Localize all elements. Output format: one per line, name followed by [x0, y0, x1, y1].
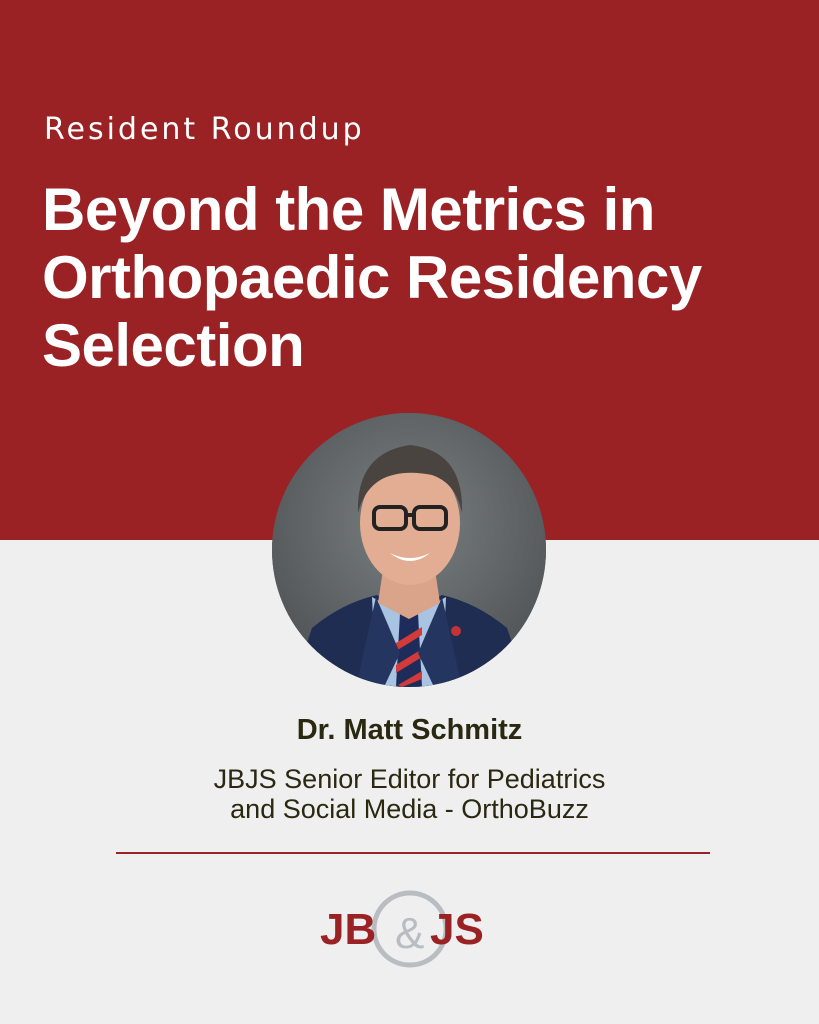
jbjs-logo	[318, 886, 502, 972]
title-line-3: Selection	[42, 312, 305, 379]
author-name: Dr. Matt Schmitz	[296, 714, 523, 746]
logo-left-text: JB	[320, 905, 377, 954]
author-role-line-1: JBJS Senior Editor for Pediatrics	[213, 764, 606, 794]
jbjs-logo-mark	[318, 886, 502, 972]
logo-ampersand: &	[395, 909, 425, 958]
page-title	[42, 176, 802, 380]
author-photo	[272, 413, 546, 687]
logo-right-text: JS	[430, 905, 484, 954]
author-role-line-2: and Social Media - OrthoBuzz	[230, 794, 589, 824]
title-line-1: Beyond the Metrics in	[42, 176, 655, 243]
portrait-illustration	[272, 413, 546, 687]
title-line-2: Orthopaedic Residency	[42, 244, 702, 311]
author-role	[0, 764, 819, 824]
divider	[116, 852, 710, 854]
series-label: Resident Roundup	[44, 112, 365, 147]
